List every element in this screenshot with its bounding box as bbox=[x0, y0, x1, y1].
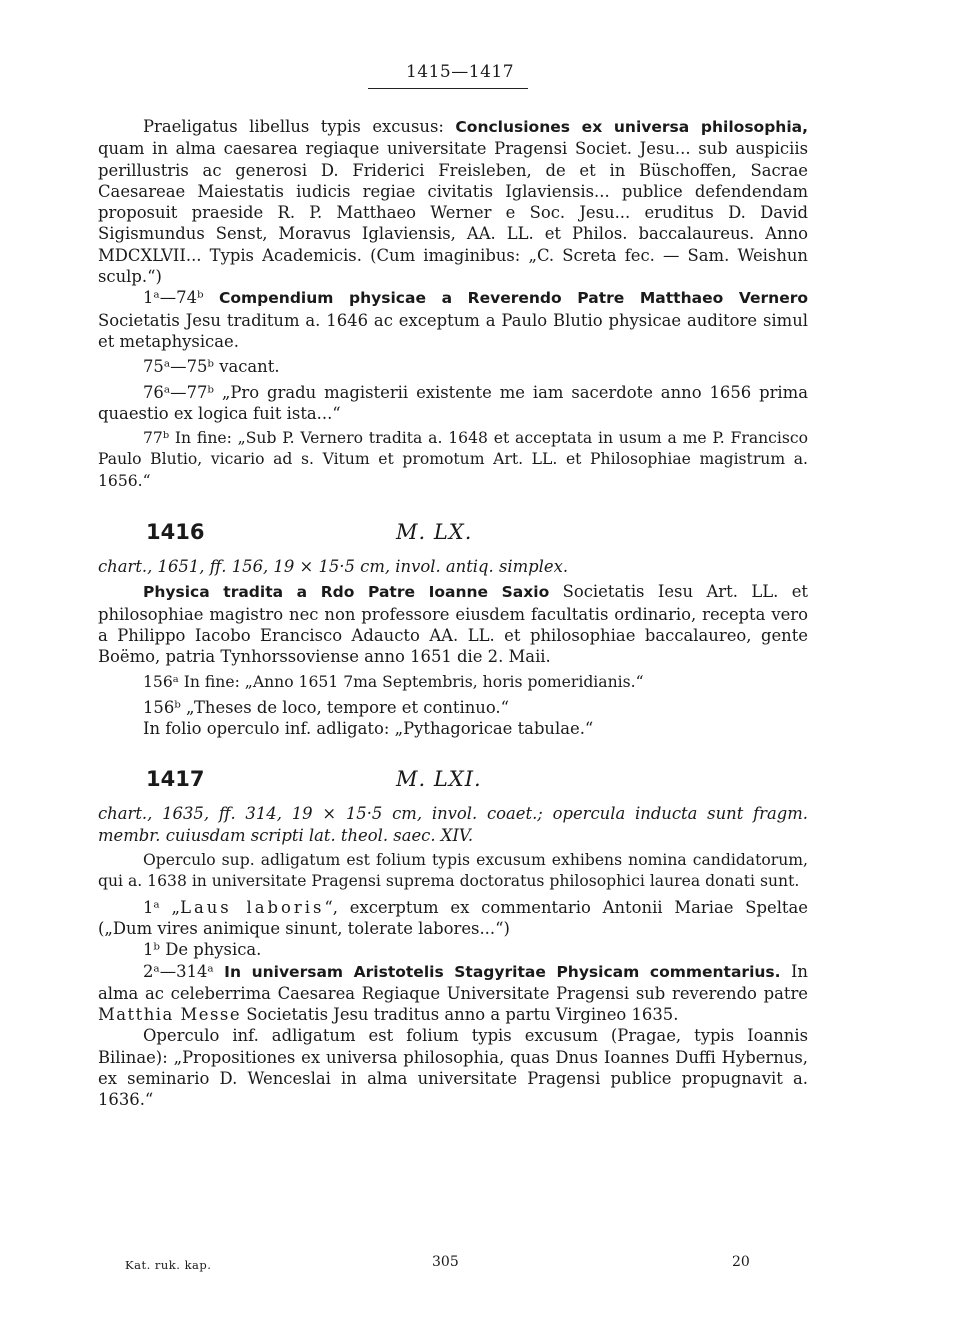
entry-1417-shelfmark: M. LXI. bbox=[396, 767, 482, 792]
entry-1415-compendium-title: Compendium physicae a Reverendo Patre Matthaeo Vernero bbox=[219, 289, 809, 308]
entry-1415-paragraph-5: 77ᵇ In fine: „Sub P. Vernero tradita a. 1648 et acceptata in usum a me P. Francisco Paulo Blutio, vicario ad s. Vitum et promotum Art. LL. et Philosophiae magistrum a. 1656.“ bbox=[98, 429, 808, 490]
page-header: 1415—1417 bbox=[405, 62, 515, 82]
entry-1415-paragraph-3: 75ᵃ—75ᵇ vacant. bbox=[143, 357, 280, 377]
entry-1416-heading bbox=[98, 518, 808, 552]
entry-1417-description: chart., 1635, ff. 314, 19 × 15·5 cm, invol. coaet.; opercula inducta sunt fragm. membr. cuiusdam scripti lat. theol. saec. XIV. bbox=[98, 804, 808, 845]
entry-1415-paragraph-2: 1ᵃ—74ᵇ Compendium physicae a Reverendo Patre Matthaeo Vernero Societatis Jesu traditum a. 1646 ac exceptum a Paulo Blutio physicae auditore simul et metaphysicae. bbox=[98, 288, 809, 351]
entry-1417-paragraph-2: 1ᵃ „Laus laboris“, excerptum ex commentario Antonii Mariae Speltae („Dum vires animique sinunt, tolerate labores...“) bbox=[98, 897, 808, 938]
signature-number: 20 bbox=[732, 1254, 750, 1270]
page-body bbox=[98, 116, 808, 1111]
entry-1416-paragraph-1: Physica tradita a Rdo Patre Ioanne Saxio Societatis Iesu Art. LL. et philosophiae magistro nec non professore eiusdem facultatis ordinario, recepta vero a Philippo Iacobo Erancisco Adaucto AA. LL. et philosophiae baccalaureo, gente Boëmo, patria Tynhorssoviense anno 1651 die 2. Maii. bbox=[98, 582, 809, 667]
header-rule bbox=[368, 88, 528, 89]
entry-1417-title: In universam Aristotelis Stagyritae Physicam commentarius. bbox=[224, 962, 781, 981]
entry-1417-paragraph-3: 1ᵇ De physica. bbox=[143, 940, 262, 960]
entry-1417-paragraph-5: Operculo inf. adligatum est folium typis excusum (Pragae, typis Ioannis Bilinae): „Propositiones ex universa philosophia, quas Dnus Ioannes Duffi Hybernus, ex seminario D. Wenceslai in alma universitate Pragensi publice propugnavit a. 1636.“ bbox=[98, 1026, 808, 1110]
entry-1416-number: 1416 bbox=[146, 520, 205, 545]
entry-1417-author: Matthia Messe bbox=[98, 1005, 242, 1025]
entry-1416-paragraph-3: 156ᵇ „Theses de loco, tempore et continuo.“ bbox=[143, 697, 510, 717]
entry-1415-paragraph-1: Praeligatus libellus typis excusus: Conclusiones ex universa philosophia, quam in alma caesarea regiaque universitate Pragensi Societ. Jesu... sub auspiciis perillustris ac generosi D. Friderici Freisleben, de et in Büschoffen, Sacrae Caesareae Maiestatis iudicis regiae civitatis Iglaviensis... publice defendendam proposuit praeside R. P. Matthaeo Werner e Soc. Jesu... eruditus D. David Sigismundus Senst, Moravus Iglaviensis, AA. LL. et Philos. baccalaureus. Anno MDCXLVII... Typis Academicis. (Cum imaginibus: „C. Screta fec. — Sam. Weishun sculp.“) bbox=[98, 117, 808, 287]
entry-1416-paragraph-2: 156ᵃ In fine: „Anno 1651 7ma Septembris, horis pomeridianis.“ bbox=[143, 672, 644, 691]
entry-1416-description: chart., 1651, ff. 156, 19 × 15·5 cm, invol. antiq. simplex. bbox=[98, 557, 569, 577]
footer-catalogue-label: Kat. ruk. kap. bbox=[125, 1258, 212, 1272]
entry-1416-paragraph-4: In folio operculo inf. adligato: „Pythagoricae tabulae.“ bbox=[143, 719, 594, 739]
entry-1415-title: Conclusiones ex universa philosophia, bbox=[455, 118, 808, 136]
entry-1417-spaced-title: Laus laboris bbox=[180, 897, 325, 917]
entry-1415-paragraph-4: 76ᵃ—77ᵇ „Pro gradu magisterii existente me iam sacerdote anno 1656 prima quaestio ex logica fuit ista...“ bbox=[98, 382, 808, 423]
entry-1416-shelfmark: M. LX. bbox=[396, 520, 473, 545]
entry-1417-paragraph-1: Operculo sup. adligatum est folium typis excusum exhibens nomina candidatorum, qui a. 1638 in universitate Pragensi suprema doctoratus philosophici laurea donati sunt. bbox=[98, 851, 808, 891]
page-number: 305 bbox=[432, 1254, 459, 1270]
entry-1417-heading bbox=[98, 765, 808, 799]
entry-1417-paragraph-4: 2ᵃ—314ᵃ In universam Aristotelis Stagyritae Physicam commentarius. In alma ac celeberrima Caesarea Regiaque Universitate Pragensi sub reverendo patre Matthia Messe Societatis Jesu traditus anno a partu Virgineo 1635. bbox=[98, 961, 808, 1025]
entry-1416-title: Physica tradita a Rdo Patre Ioanne Saxio bbox=[143, 583, 550, 602]
entry-1417-number: 1417 bbox=[146, 767, 205, 792]
